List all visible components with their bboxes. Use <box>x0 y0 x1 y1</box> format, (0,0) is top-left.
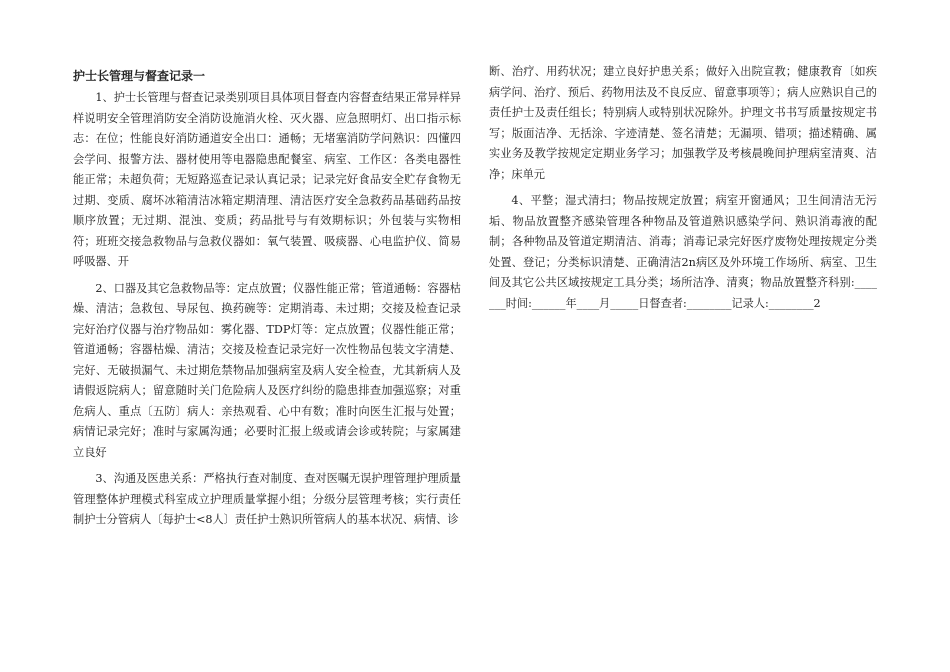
paragraph-3-continuation: 断、治疗、用药状况；建立良好护患关系；做好入出院宣教；健康教育〔如疾病学问、治疗、预后、药物用法及不良反应、留意事项等〕；病人应熟识自己的责任护士及责任组长；特别病人或特别状况除外。护理文书书写质量按规定书写；版面洁净、无括涂、字迹清楚、签名清楚；无漏项、错项；描述精确、属实业务及教学按规定定期业务学习；加强教学及考核晨晚间护理病室清爽、洁净；床单元 <box>489 65 877 181</box>
paragraph-1: 1、护士长管理与督查记录类别项目具体项目督查内容督查结果正常异样异样说明安全管理消防安全消防设施消火栓、灭火器、应急照明灯、出口指示标志：在位；性能良好消防通道安全出口：通畅；无堵塞消防学问熟识：四懂四会学问、报警方法、器材使用等电器隐患配餐室、病室、工作区：各类电器性能正常；未超负荷；无短路巡查记录认真记录；记录完好食品安全贮存食物无过期、变质、腐坏冰箱清洁冰箱定期清理、清洁医疗安全急救药品基础药品按顺序放置；无过期、混浊、变质；药品批号与有效期标识；外包装与实物相符；班班交接急救物品与急救仪器如：氧气装置、吸痰器、心电监护仪、简易呼吸器、开 <box>73 91 461 268</box>
paragraph-3: 3、沟通及医患关系：严格执行查对制度、查对医嘱无误护理管理护理质量管理整体护理模式科室成立护理质量掌握小组；分级分层管理考核；实行责任制护士分管病人〔每护士<8人〕责任护士熟识所管病人的基本状况、病情、诊 <box>73 472 461 526</box>
document-title: 护士长管理与督查记录一 <box>73 69 206 83</box>
left-column <box>73 62 461 537</box>
paragraph-2: 2、口器及其它急救物品等：定点放置；仪器性能正常；管道通畅：容器枯燥、清洁；急救包、导尿包、换药碗等：定期消毒、未过期；交接及检查记录完好治疗仪器与治疗物品如：雾化器、TDP灯等：定点放置；仪器性能正常；管道通畅；容器枯燥、清洁；交接及检查记录完好一次性物品包装文字清楚、完好、无破损漏气、未过期危禁物品加强病室及病人安全检查，尤其新病人及请假返院病人；留意随时关门危险病人及医疗纠纷的隐患排查加强巡察；对重危病人、重点〔五防〕病人：亲热观看、心中有数；准时向医生汇报与处置；病情记录完好；准时与家属沟通；必要时汇报上级或请会诊或转院；与家属建立良好 <box>73 281 461 459</box>
right-column <box>489 62 877 320</box>
paragraph-4: 4、平整；湿式清扫；物品按规定放置；病室开窗通风；卫生间清洁无污垢、物品放置整齐感染管理各种物品及管道熟识感染学问、熟识消毒液的配制；各种物品及管道定期清洁、消毒；消毒记录完好医疗废物处理按规定分类处置、登记；分类标识清楚、正确清洁2n病区及外环境工作场所、病室、卫生间及其它公共区域按规定工具分类；场所洁净、清爽；物品放置整齐科别:_______时间:______年____月_____日督查者:________记录人:________2 <box>489 194 877 310</box>
